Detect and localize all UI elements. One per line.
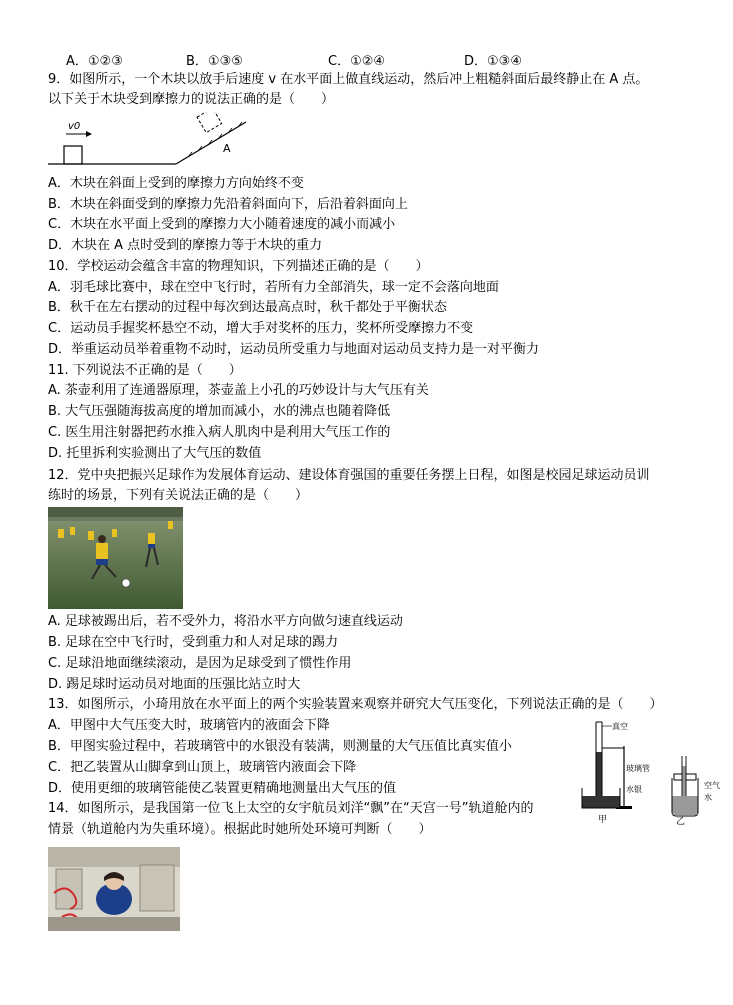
- q9-choice-a: A．木块在斜面上受到的摩擦力方向始终不变: [48, 176, 304, 191]
- q12-choice-d: D. 踢足球时运动员对地面的压强比站立时大: [48, 677, 301, 692]
- option-a: A．①②③: [66, 54, 123, 69]
- q10-choice-d: D．举重运动员举着重物不动时，运动员所受重力与地面对运动员支持力是一对平衡力: [48, 342, 540, 357]
- q12-choice-c: C. 足球沿地面继续滚动，是因为足球受到了惯性作用: [48, 656, 352, 671]
- q9-choice-c: C．木块在水平面上受到的摩擦力大小随着速度的减小而减小: [48, 217, 396, 232]
- astronaut-photo: [48, 847, 180, 931]
- q9-incline-figure: [48, 112, 258, 170]
- q10-choice-c: C．运动员手握奖杯悬空不动，增大手对奖杯的压力，奖杯所受摩擦力不变: [48, 321, 474, 336]
- q9-choice-d: D．木块在 A 点时受到的摩擦力等于木块的重力: [48, 238, 323, 253]
- q9-point-a-label: A: [223, 142, 231, 155]
- q12-choice-a: A. 足球被踢出后，若不受外力，将沿水平方向做匀速直线运动: [48, 614, 403, 629]
- q10-choice-a: A．羽毛球比赛中，球在空中飞行时，若所有力全部消失，球一定不会落向地面: [48, 280, 499, 295]
- q9-stem-line1: 9．如图所示，一个木块以放手后速度 v 在水平面上做直线运动，然后冲上粗糙斜面后最终静止在 A 点。: [48, 72, 649, 87]
- mercury-label: 水银: [626, 785, 642, 794]
- q12-choice-b: B. 足球在空中飞行时，受到重力和人对足球的踢力: [48, 635, 339, 650]
- q11-choice-d: D. 托里拆利实验测出了大气压的数值: [48, 446, 262, 461]
- q13-choice-b: B．甲图实验过程中，若玻璃管中的水银没有装满，则测量的大气压值比真实值小: [48, 739, 512, 754]
- q11-choice-b: B. 大气压强随海拔高度的增加而减小，水的沸点也随着降低: [48, 404, 391, 419]
- figure-yi-label: 乙: [676, 817, 686, 826]
- q11-choice-a: A. 茶壶利用了连通器原理，茶壶盖上小孔的巧妙设计与大气压有关: [48, 383, 429, 398]
- q9-velocity-label: v0: [68, 121, 81, 132]
- glass-tube-label: 玻璃管: [626, 764, 650, 773]
- q13-choice-c: C．把乙装置从山脚拿到山顶上，玻璃管内液面会下降: [48, 760, 357, 775]
- q10-stem: 10．学校运动会蕴含丰富的物理知识，下列描述正确的是（ ）: [48, 259, 429, 274]
- previous-question-options: [66, 50, 626, 69]
- q13-barometer-figure: [576, 716, 726, 826]
- soccer-training-photo: [48, 507, 183, 609]
- q9-choice-b: B．木块在斜面受到的摩擦力先沿着斜面向下，后沿着斜面向上: [48, 197, 408, 212]
- q9-stem-line2: 以下关于木块受到摩擦力的说法正确的是（ ）: [48, 92, 335, 107]
- option-c: C．①②④: [328, 54, 386, 69]
- q11-stem: 11. 下列说法不正确的是（ ）: [48, 363, 242, 378]
- option-b: B．①③⑤: [186, 54, 243, 69]
- q14-stem-line2: 情景（轨道舱内为失重环境）。根据此时她所处环境可判断（ ）: [48, 822, 432, 837]
- figure-jia-label: 甲: [598, 815, 608, 825]
- q13-stem: 13．如图所示，小琦用放在水平面上的两个实验装置来观察并研究大气压变化，下列说法正确的是（ ）: [48, 697, 663, 712]
- q12-stem-line2: 练时的场景，下列有关说法正确的是（ ）: [48, 488, 309, 503]
- air-label: 空气: [704, 781, 720, 790]
- water-label: 水: [704, 793, 712, 802]
- q13-choice-a: A．甲图中大气压变大时，玻璃管内的液面会下降: [48, 718, 330, 733]
- option-d: D．①③④: [464, 54, 522, 69]
- q13-choice-d: D．使用更细的玻璃管能使乙装置更精确地测量出大气压的值: [48, 781, 397, 796]
- vacuum-label: 真空: [612, 722, 628, 731]
- q11-choice-c: C. 医生用注射器把药水推入病人肌肉中是利用大气压工作的: [48, 425, 391, 440]
- q10-choice-b: B．秋千在左右摆动的过程中每次到达最高点时，秋千都处于平衡状态: [48, 300, 447, 315]
- q14-stem-line1: 14．如图所示，是我国第一位飞上太空的女宇航员刘洋“飘”在“天宫一号”轨道舱内的: [48, 801, 534, 816]
- q12-stem-line1: 12．党中央把振兴足球作为发展体育运动、建设体育强国的重要任务摆上日程，如图是校园足球运动员训: [48, 468, 650, 483]
